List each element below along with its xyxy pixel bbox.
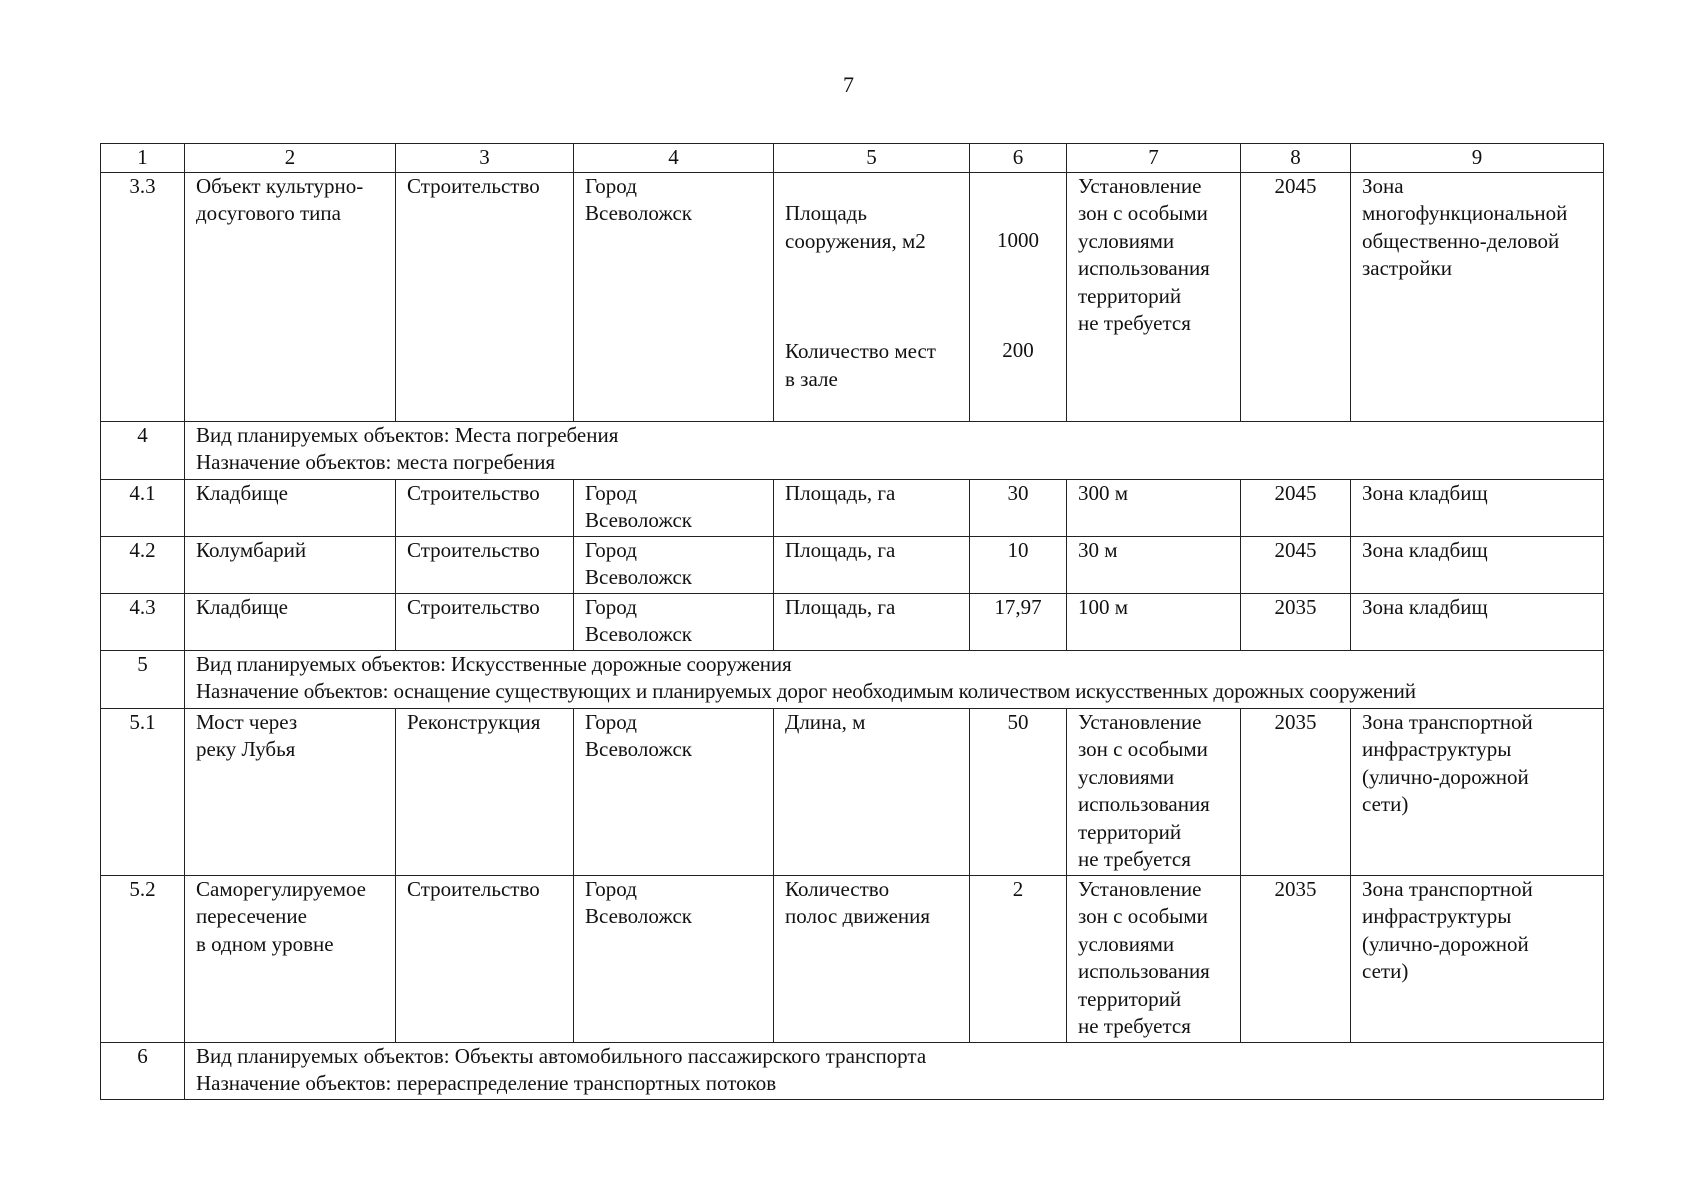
header-cell: 2 (185, 144, 396, 173)
zone-info: 300 м (1067, 479, 1241, 536)
parameter (774, 172, 970, 421)
group-number: 6 (101, 1042, 185, 1099)
parameter-value: 2 (970, 875, 1067, 1042)
zone-info: 100 м (1067, 593, 1241, 650)
row-number: 4.1 (101, 479, 185, 536)
parameter: Площадь, га (774, 536, 970, 593)
action-type: Строительство (396, 593, 574, 650)
action-type: Реконструкция (396, 708, 574, 875)
parameter: Площадь, га (774, 593, 970, 650)
location: Город Всеволожск (574, 536, 774, 593)
table-row (101, 536, 1604, 593)
table-row (101, 172, 1604, 421)
group-description: Вид планируемых объектов: Места погребения Назначение объектов: места погребения (185, 421, 1604, 479)
year: 2035 (1241, 875, 1351, 1042)
header-cell: 9 (1351, 144, 1604, 173)
parameter-value: 30 (970, 479, 1067, 536)
header-cell: 4 (574, 144, 774, 173)
table-row (101, 593, 1604, 650)
parameter: Длина, м (774, 708, 970, 875)
territory-zone: Зона кладбищ (1351, 593, 1604, 650)
zone-info: 30 м (1067, 536, 1241, 593)
group-number: 4 (101, 421, 185, 479)
location: Город Всеволожск (574, 479, 774, 536)
header-cell: 5 (774, 144, 970, 173)
header-cell: 6 (970, 144, 1067, 173)
header-cell: 1 (101, 144, 185, 173)
territory-zone: Зона транспортной инфраструктуры (улично-дорожной сети) (1351, 875, 1604, 1042)
action-type: Строительство (396, 536, 574, 593)
location: Город Всеволожск (574, 172, 774, 421)
group-row (101, 421, 1604, 479)
object-name: Объект культурно- досугового типа (185, 172, 396, 421)
action-type: Строительство (396, 875, 574, 1042)
planned-objects-table (100, 143, 1604, 1100)
object-name: Мост через реку Лубья (185, 708, 396, 875)
table-row (101, 479, 1604, 536)
zone-info: Установление зон с особыми условиями использования территорий не требуется (1067, 708, 1241, 875)
territory-zone: Зона многофункциональной общественно-деловой застройки (1351, 172, 1604, 421)
header-cell: 7 (1067, 144, 1241, 173)
parameter-value: 50 (970, 708, 1067, 875)
group-number: 5 (101, 650, 185, 708)
location: Город Всеволожск (574, 708, 774, 875)
page-number: 7 (843, 72, 854, 97)
year: 2035 (1241, 708, 1351, 875)
group-row (101, 650, 1604, 708)
group-row (101, 1042, 1604, 1099)
action-type: Строительство (396, 172, 574, 421)
value-area: 1000 (997, 228, 1039, 252)
territory-zone: Зона транспортной инфраструктуры (улично-дорожной сети) (1351, 708, 1604, 875)
spacer (785, 283, 969, 311)
year: 2045 (1241, 172, 1351, 421)
header-cell: 3 (396, 144, 574, 173)
header-cell: 8 (1241, 144, 1351, 173)
row-number: 5.2 (101, 875, 185, 1042)
parameter: Площадь, га (774, 479, 970, 536)
zone-info: Установление зон с особыми условиями использования территорий не требуется (1067, 875, 1241, 1042)
object-name: Колумбарий (185, 536, 396, 593)
action-type: Строительство (396, 479, 574, 536)
parameter-area: Площадь сооружения, м2 (785, 201, 926, 253)
row-number: 4.3 (101, 593, 185, 650)
location: Город Всеволожск (574, 875, 774, 1042)
row-number: 3.3 (101, 172, 185, 421)
object-name: Саморегулируемое пересечение в одном уровне (185, 875, 396, 1042)
year: 2045 (1241, 479, 1351, 536)
group-description: Вид планируемых объектов: Искусственные дорожные сооружения Назначение объектов: оснащение существующих и планируемых дорог необходимым количеством искусственных дорожных сооружений (185, 650, 1604, 708)
table-row (101, 875, 1604, 1042)
territory-zone: Зона кладбищ (1351, 536, 1604, 593)
header-row (101, 144, 1604, 173)
row-number: 4.2 (101, 536, 185, 593)
row-number: 5.1 (101, 708, 185, 875)
territory-zone: Зона кладбищ (1351, 479, 1604, 536)
parameter-value (970, 172, 1067, 421)
object-name: Кладбище (185, 593, 396, 650)
location: Город Всеволожск (574, 593, 774, 650)
group-description: Вид планируемых объектов: Объекты автомобильного пассажирского транспорта Назначение объектов: перераспределение транспортных потоков (185, 1042, 1604, 1099)
value-seats: 200 (1002, 338, 1034, 362)
zone-info: Установление зон с особыми условиями использования территорий не требуется (1067, 172, 1241, 421)
table-row (101, 708, 1604, 875)
year: 2035 (1241, 593, 1351, 650)
parameter-seats: Количество мест в зале (785, 339, 936, 391)
parameter-value: 17,97 (970, 593, 1067, 650)
year: 2045 (1241, 536, 1351, 593)
object-name: Кладбище (185, 479, 396, 536)
parameter: Количество полос движения (774, 875, 970, 1042)
parameter-value: 10 (970, 536, 1067, 593)
